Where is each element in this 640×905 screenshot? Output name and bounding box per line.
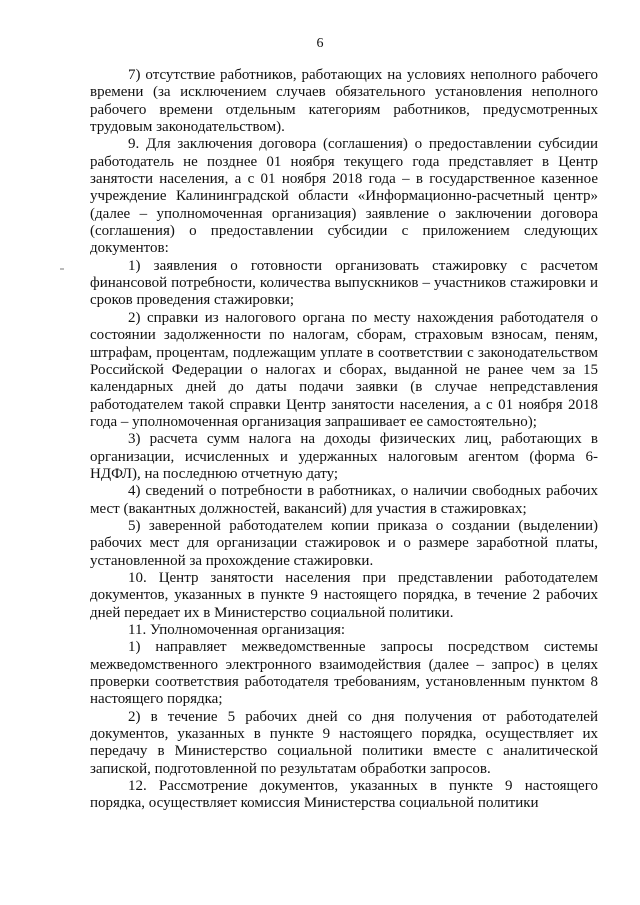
paragraph-9-item-1: 1) заявления о готовности организовать стажировку с расчетом финансовой потребности, количества выпускников – участников стажировки и сроков проведения стажировки; [90,257,598,309]
paragraph-11-item-2: 2) в течение 5 рабочих дней со дня получения от работодателей документов, указанных в пункте 9 настоящего порядка, осуществляет их передачу в Министерство социальной политики вместе с аналитической запиской, подготовленной по результатам обработки запросов. [90,708,598,777]
paragraph-9-item-5: 5) заверенной работодателем копии приказа о создании (выделении) рабочих мест для организации стажировок и о размере заработной платы, установленной за прохождение стажировки. [90,517,598,569]
margin-mark [60,268,64,270]
paragraph-11-item-1: 1) направляет межведомственные запросы посредством системы межведомственного электронного взаимодействия (далее – запрос) в целях проверки соответствия работодателя требованиям, установленным пунктом 8 настоящего порядка; [90,639,598,708]
page-number: 6 [316,36,324,51]
paragraph-9-item-2: 2) справки из налогового органа по месту нахождения работодателя о состоянии задолженности по налогам, сборам, страховым взносам, пеням, штрафам, процентам, подлежащим уплате в соответствии с законодательством Российской Федерации о налогах и сборах, выданной не ранее чем за 15 календарных дней до даты подачи заявки (в случае непредставления работодателем такой справки Центр занятости населения, а с 01 ноября 2018 года – уполномоченная организация запрашивает ее самостоятельно); [90,309,598,430]
document-body [90,67,598,813]
paragraph-12: 12. Рассмотрение документов, указанных в пункте 9 настоящего порядка, осуществляет комиссия Министерства социальной политики [90,778,598,812]
paragraph-10: 10. Центр занятости населения при представлении работодателем документов, указанных в пункте 9 настоящего порядка, в течение 2 рабочих дней передает их в Министерство социальной политики. [90,569,598,621]
paragraph-7-item: 7) отсутствие работников, работающих на условиях неполного рабочего времени (за исключением случаев обязательного установления неполного рабочего времени отдельным категориям работников, предусмотренных трудовым законодательством). [90,67,598,136]
paragraph-9-item-4: 4) сведений о потребности в работниках, о наличии свободных рабочих мест (вакантных должностей, вакансий) для участия в стажировках; [90,483,598,517]
paragraph-9-item-3: 3) расчета сумм налога на доходы физических лиц, работающих в организации, исчисленных и удержанных налоговым агентом (форма 6-НДФЛ), на последнюю отчетную дату; [90,431,598,482]
paragraph-11: 11. Уполномоченная организация: [128,622,346,638]
paragraph-9: 9. Для заключения договора (соглашения) о предоставлении субсидии работодатель не позднее 01 ноября текущего года представляет в Центр занятости населения, а с 01 ноября 2018 года – в государственное казенное учреждение Калининградской области «Информационно-расчетный центр» (далее – уполномоченная организация) заявление о заключении договора (соглашения) о предоставлении субсидии с приложением следующих документов: [90,136,598,257]
